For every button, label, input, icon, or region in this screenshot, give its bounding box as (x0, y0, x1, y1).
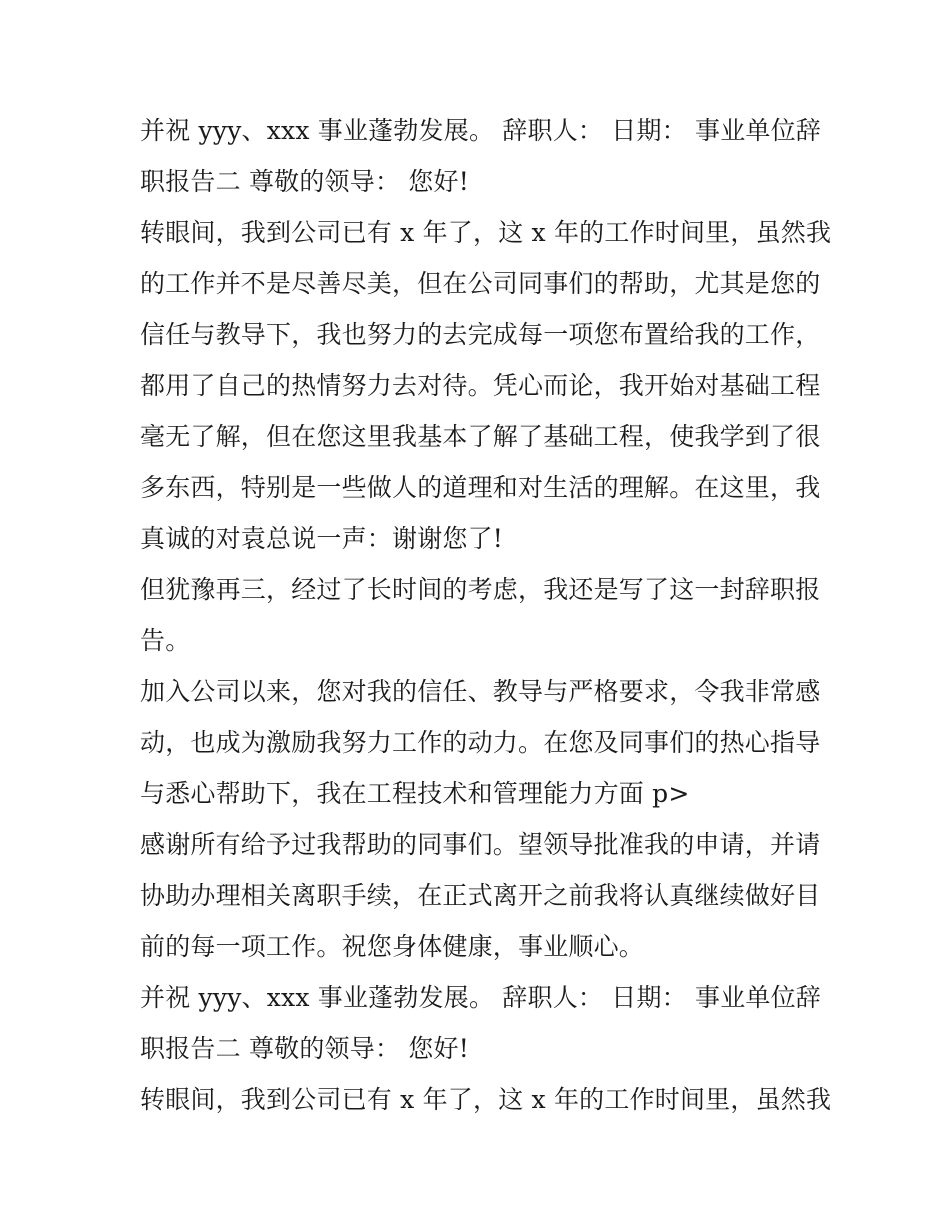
text-line: 告。 (140, 626, 191, 655)
text-line: 协助办理相关离职手续，在正式离开之前我将认真继续做好目 (140, 881, 821, 910)
text-line: 职报告二 尊敬的领导： 您好! (140, 1034, 469, 1063)
text-line: 动，也成为激励我努力工作的动力。在您及同事们的热心指导 (140, 728, 821, 757)
text-line: 都用了自己的热情努力去对待。凭心而论，我开始对基础工程 (140, 371, 821, 400)
text-line: 的工作并不是尽善尽美，但在公司同事们的帮助，尤其是您的 (140, 269, 821, 298)
document-body (140, 105, 832, 1125)
text-line: 真诚的对袁总说一声：谢谢您了! (140, 524, 504, 553)
text-line: 并祝 yyy、xxx 事业蓬勃发展。 辞职人： 日期： 事业单位辞 (140, 116, 822, 145)
text-line: 加入公司以来，您对我的信任、教导与严格要求，令我非常感 (140, 677, 821, 706)
text-line: 并祝 yyy、xxx 事业蓬勃发展。 辞职人： 日期： 事业单位辞 (140, 983, 822, 1012)
text-line: 转眼间，我到公司已有 x 年了，这 x 年的工作时间里，虽然我 (140, 218, 832, 247)
text-line: 信任与教导下，我也努力的去完成每一项您布置给我的工作， (140, 320, 821, 349)
text-line: 与悉心帮助下，我在工程技术和管理能力方面 p> (140, 779, 690, 808)
text-line: 转眼间，我到公司已有 x 年了，这 x 年的工作时间里，虽然我 (140, 1085, 832, 1114)
text-line: 多东西，特别是一些做人的道理和对生活的理解。在这里，我 (140, 473, 821, 502)
text-line: 职报告二 尊敬的领导： 您好! (140, 167, 469, 196)
text-line: 毫无了解，但在您这里我基本了解了基础工程，使我学到了很 (140, 422, 821, 451)
text-line: 感谢所有给予过我帮助的同事们。望领导批准我的申请，并请 (140, 830, 821, 859)
text-line: 但犹豫再三，经过了长时间的考虑，我还是写了这一封辞职报 (140, 575, 821, 604)
text-line: 前的每一项工作。祝您身体健康，事业顺心。 (140, 932, 645, 961)
